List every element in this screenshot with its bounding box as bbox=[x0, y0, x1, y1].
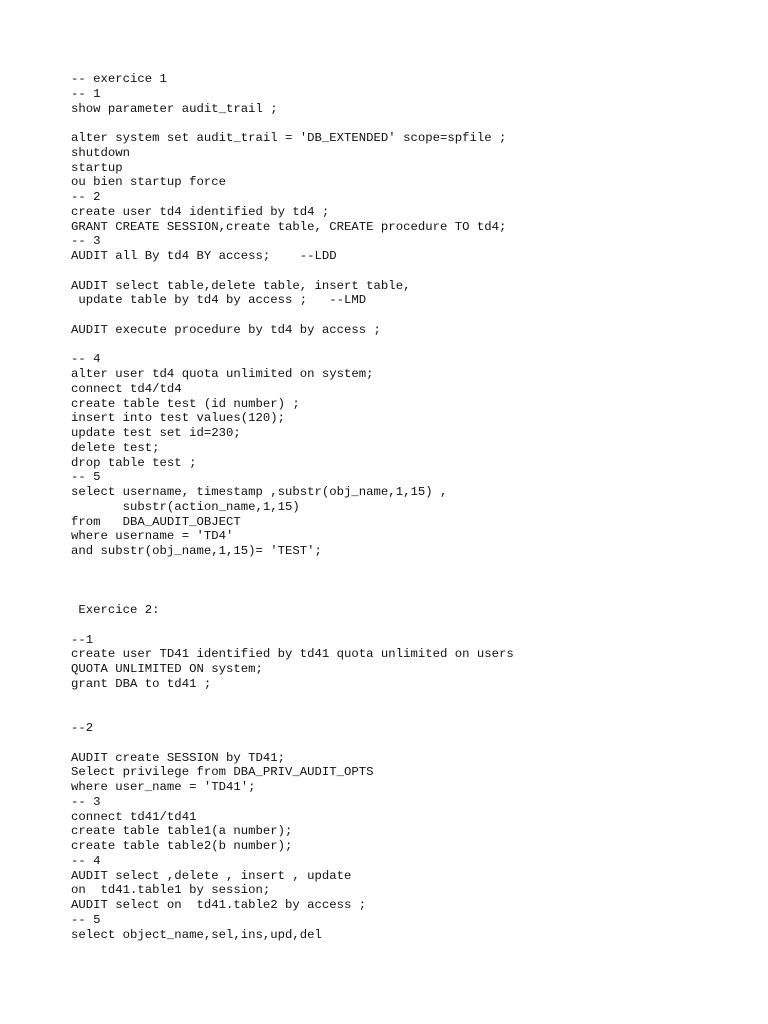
code-line: update test set id=230; bbox=[71, 426, 241, 440]
code-line: -- 5 bbox=[71, 470, 101, 485]
code-line: select username, timestamp ,substr(obj_name,1,15) , bbox=[71, 485, 448, 499]
code-line bbox=[71, 559, 514, 574]
code-line: alter user td4 quota unlimited on system; bbox=[71, 367, 374, 381]
code-line: ou bien startup force bbox=[71, 175, 226, 190]
code-line: create user td4 identified by td4 ; bbox=[71, 204, 330, 219]
code-line: insert into test values(120); bbox=[71, 411, 286, 426]
code-line bbox=[71, 264, 514, 279]
code-line: -- 5 bbox=[71, 912, 101, 927]
code-line: --1 bbox=[71, 632, 94, 647]
code-line: AUDIT execute procedure by td4 by access ; bbox=[71, 322, 381, 337]
code-line: create table table1(a number); bbox=[71, 824, 293, 839]
code-line: substr(action_name,1,15) bbox=[71, 499, 300, 514]
code-line: create table table2(b number); bbox=[71, 839, 293, 853]
code-line: AUDIT select ,delete , insert , update bbox=[71, 868, 352, 883]
code-line: startup bbox=[71, 160, 123, 175]
code-line: where user_name = 'TD41'; bbox=[71, 780, 256, 794]
code-line: connect td4/td4 bbox=[71, 381, 182, 396]
code-line bbox=[71, 574, 514, 589]
code-line bbox=[71, 692, 514, 707]
code-line: QUOTA UNLIMITED ON system; bbox=[71, 662, 263, 676]
code-line bbox=[71, 618, 514, 633]
code-line: connect td41/td41 bbox=[71, 809, 197, 824]
code-line: AUDIT create SESSION by TD41; bbox=[71, 750, 286, 765]
code-line: -- 1 bbox=[71, 86, 101, 101]
code-line: -- 3 bbox=[71, 794, 101, 809]
code-line: update table by td4 by access ; --LMD bbox=[71, 293, 367, 308]
code-line: from DBA_AUDIT_OBJECT bbox=[71, 514, 241, 529]
code-line: select object_name,sel,ins,upd,del bbox=[71, 927, 322, 942]
code-line bbox=[71, 588, 514, 603]
code-listing bbox=[71, 72, 514, 942]
code-line: grant DBA to td41 ; bbox=[71, 676, 212, 691]
code-line: Exercice 2: bbox=[71, 603, 160, 617]
code-line bbox=[71, 116, 514, 131]
code-line: show parameter audit_trail ; bbox=[71, 101, 278, 116]
code-line: -- 4 bbox=[71, 853, 101, 868]
code-line bbox=[71, 308, 514, 323]
code-line: AUDIT select on td41.table2 by access ; bbox=[71, 898, 367, 912]
code-line: -- 2 bbox=[71, 190, 101, 204]
code-line: where username = 'TD4' bbox=[71, 529, 234, 544]
code-line bbox=[71, 338, 514, 353]
code-line bbox=[71, 706, 514, 721]
code-line: and substr(obj_name,1,15)= 'TEST'; bbox=[71, 544, 322, 558]
code-line: delete test; bbox=[71, 440, 160, 455]
code-line: Select privilege from DBA_PRIV_AUDIT_OPTS bbox=[71, 765, 374, 780]
code-line: -- 3 bbox=[71, 234, 101, 249]
code-line: GRANT CREATE SESSION,create table, CREATE procedure TO td4; bbox=[71, 219, 507, 234]
code-line: create table test (id number) ; bbox=[71, 396, 300, 411]
code-line: --2 bbox=[71, 721, 94, 735]
code-line: AUDIT all By td4 BY access; --LDD bbox=[71, 249, 337, 263]
code-line: create user TD41 identified by td41 quota unlimited on users bbox=[71, 647, 514, 662]
code-line: drop table test ; bbox=[71, 455, 197, 470]
code-line: -- 4 bbox=[71, 352, 101, 367]
code-line: -- exercice 1 bbox=[71, 72, 167, 86]
code-line: AUDIT select table,delete table, insert table, bbox=[71, 278, 411, 293]
code-line: shutdown bbox=[71, 145, 131, 160]
code-line: alter system set audit_trail = 'DB_EXTENDED' scope=spfile ; bbox=[71, 131, 507, 145]
code-line bbox=[71, 736, 514, 751]
code-line: on td41.table1 by session; bbox=[71, 883, 271, 898]
